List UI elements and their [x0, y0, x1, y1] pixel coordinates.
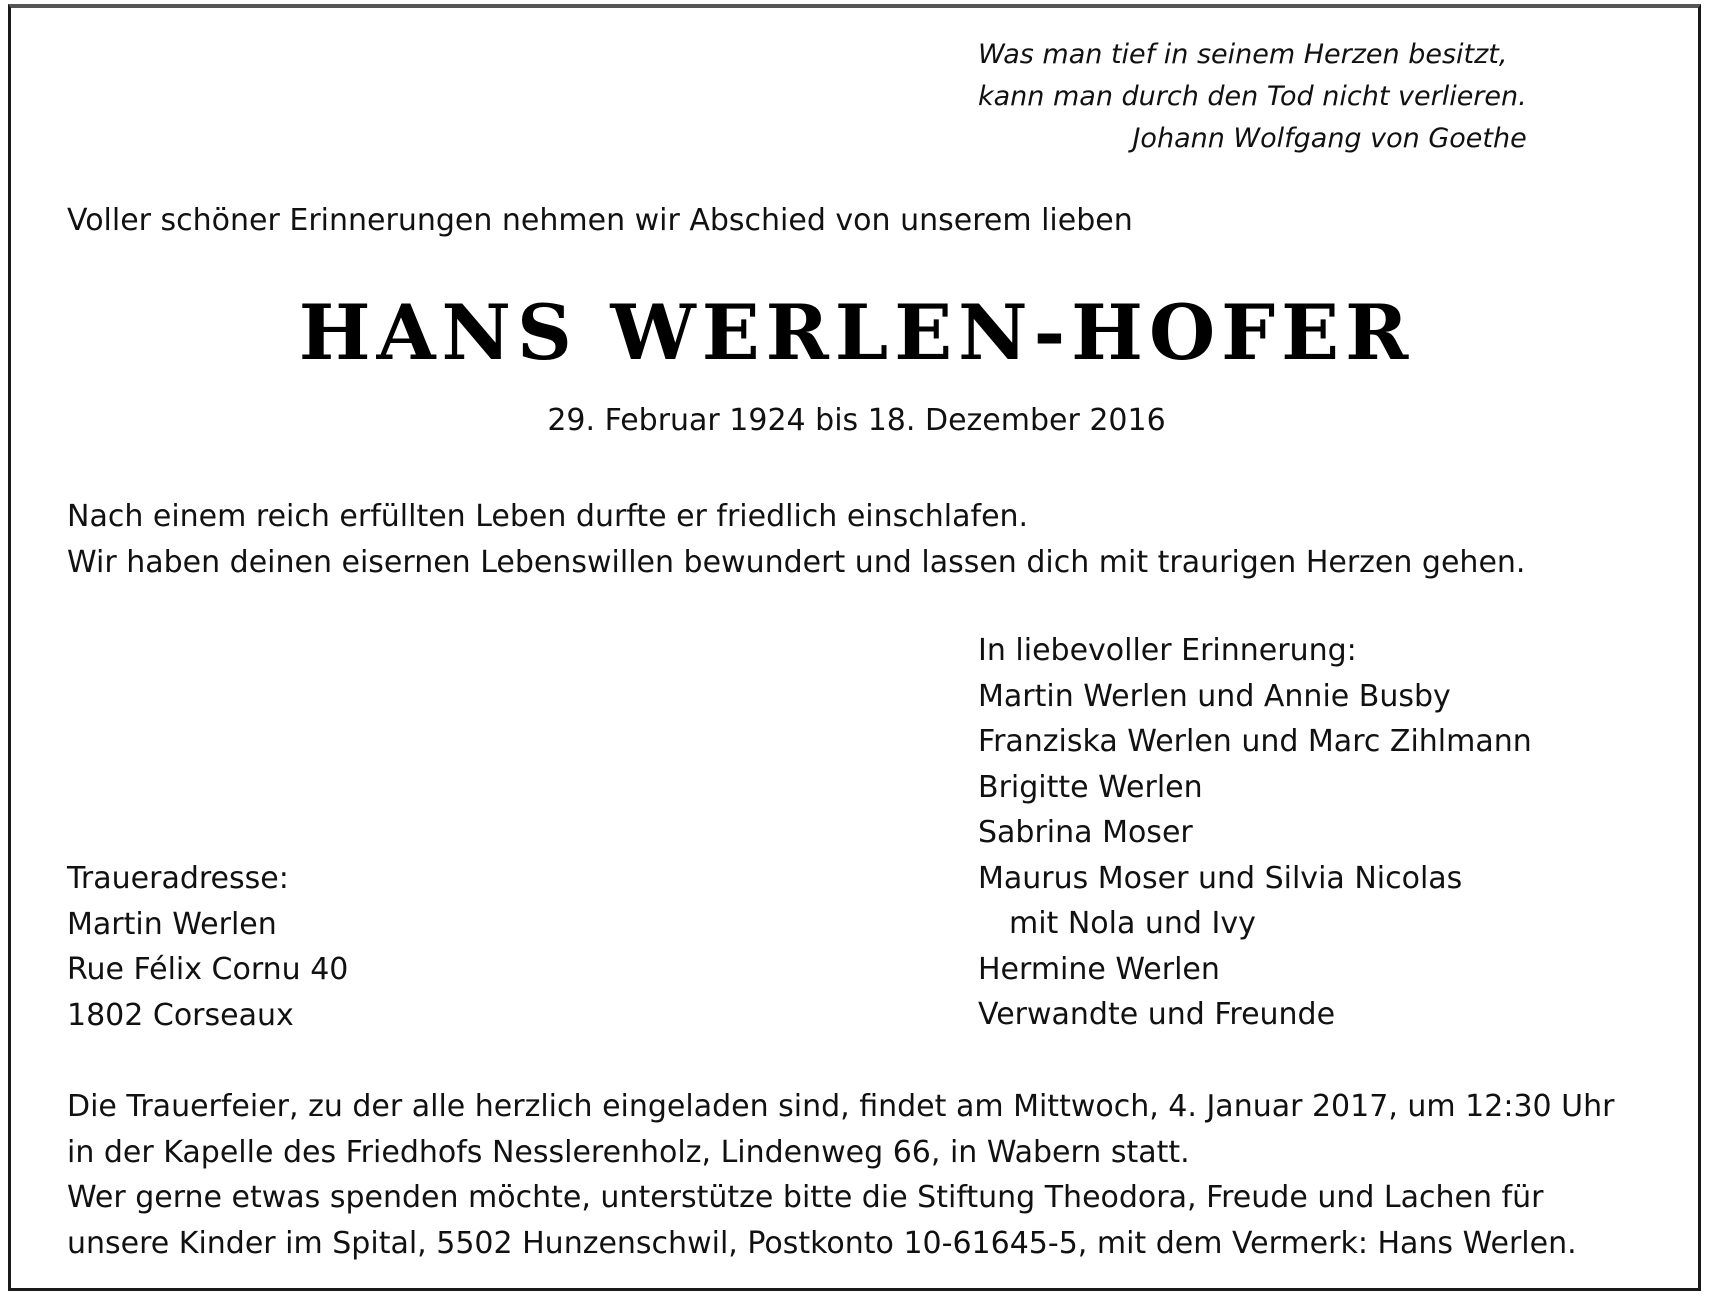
mourner-name: mit Nola und Ivy: [1009, 906, 1256, 941]
ceremony-line: Die Trauerfeier, zu der alle herzlich eingeladen sind, findet am Mittwoch, 4. Januar 2017, um 12:30 Uhr: [67, 1089, 1615, 1124]
mourner-name: Hermine Werlen: [978, 951, 1220, 987]
mourner-name: Martin Werlen und Annie Busby: [978, 678, 1451, 714]
mourner-name: Franziska Werlen und Marc Zihlmann: [978, 724, 1532, 759]
quote-author: Johann Wolfgang von Goethe: [1132, 123, 1527, 154]
message-line: Wir haben deinen eisernen Lebenswillen bewundert und lassen dich mit traurigen Herzen gehen.: [67, 545, 1526, 580]
address-heading: Traueradresse:: [67, 861, 289, 896]
address-street: Rue Félix Cornu 40: [67, 952, 349, 987]
farewell-message: [67, 494, 1525, 586]
ceremony-line: Wer gerne etwas spenden möchte, unterstütze bitte die Stiftung Theodora, Freude und Lachen für: [67, 1180, 1544, 1215]
address-name: Martin Werlen: [67, 906, 277, 942]
ceremony-line: in der Kapelle des Friedhofs Nesslerenholz, Lindenweg 66, in Wabern statt.: [67, 1134, 1190, 1170]
goethe-quote: [978, 34, 1527, 160]
intro-text: Voller schöner Erinnerungen nehmen wir Abschied von unserem lieben: [67, 203, 1133, 238]
mourner-name: Sabrina Moser: [978, 815, 1193, 850]
message-line: Nach einem reich erfüllten Leben durfte er friedlich einschlafen.: [67, 499, 1029, 534]
mourner-name: Verwandte und Freunde: [978, 997, 1336, 1032]
ceremony-line: unsere Kinder im Spital, 5502 Hunzenschwil, Postkonto 10-61645-5, mit dem Vermerk: Hans Werlen.: [67, 1225, 1577, 1261]
mourners-heading: In liebevoller Erinnerung:: [978, 633, 1357, 668]
mourner-name: Maurus Moser und Silvia Nicolas: [978, 860, 1463, 896]
mourners-list: [978, 628, 1532, 1038]
address-city: 1802 Corseaux: [67, 997, 294, 1033]
ceremony-info: [67, 1084, 1614, 1266]
deceased-name: HANS WERLEN-HOFER: [298, 288, 1415, 377]
quote-line-1: Was man tief in seinem Herzen besitzt,: [978, 39, 1508, 70]
mourner-name: Brigitte Werlen: [978, 769, 1203, 805]
life-dates: 29. Februar 1924 bis 18. Dezember 2016: [547, 403, 1166, 438]
mourning-address: [67, 856, 348, 1038]
quote-line-2: kann man durch den Tod nicht verlieren.: [978, 81, 1527, 112]
